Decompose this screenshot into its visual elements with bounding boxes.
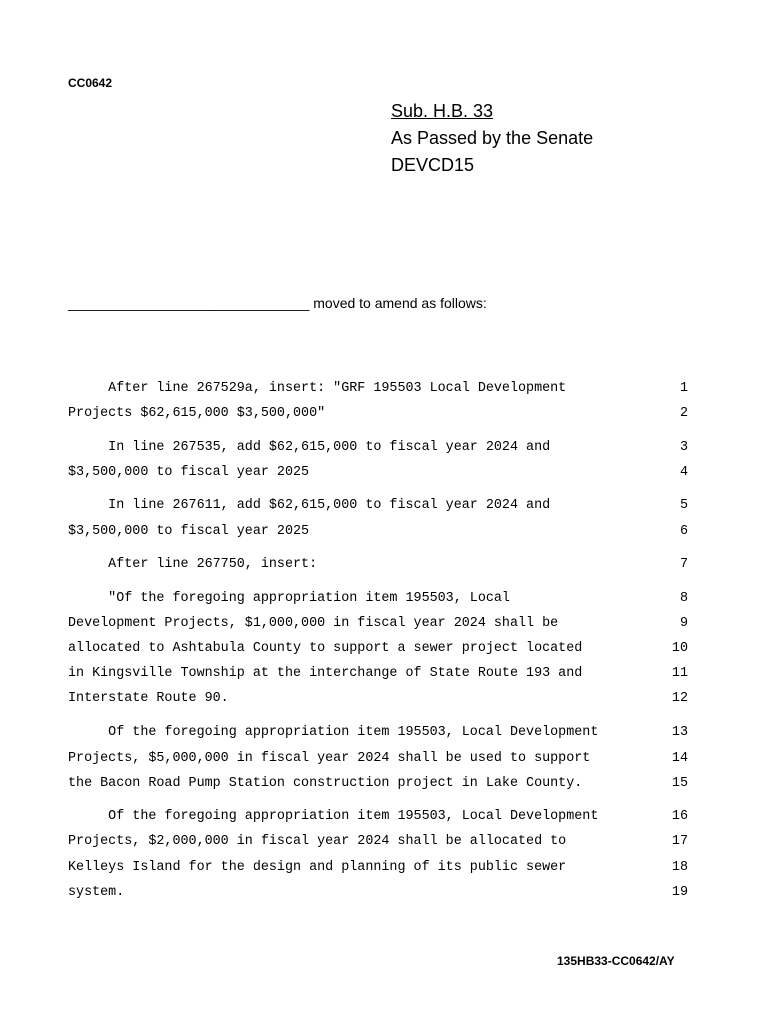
- numbered-line: [68, 860, 688, 885]
- line-number: 16: [671, 809, 688, 824]
- numbered-line: [68, 591, 688, 616]
- line-number: 1: [679, 381, 688, 396]
- line-number: 13: [671, 725, 688, 740]
- numbered-line: [68, 751, 688, 776]
- line-text: After line 267750, insert:: [68, 557, 318, 572]
- footer-code: 135HB33-CC0642/AY: [557, 954, 675, 968]
- line-text: allocated to Ashtabula County to support a sewer project located: [68, 641, 583, 656]
- numbered-line: [68, 809, 688, 834]
- line-number: 17: [671, 834, 688, 849]
- numbered-line: [68, 498, 688, 523]
- numbered-line: [68, 691, 688, 716]
- line-text: In line 267611, add $62,615,000 to fiscal year 2024 and: [68, 498, 551, 513]
- line-text: "Of the foregoing appropriation item 195503, Local: [68, 591, 510, 606]
- line-number: 9: [679, 616, 688, 631]
- numbered-line: [68, 524, 688, 549]
- line-text: Interstate Route 90.: [68, 691, 229, 706]
- numbered-line: [68, 641, 688, 666]
- numbered-line: [68, 381, 688, 406]
- line-text: system.: [68, 885, 125, 900]
- line-text: Development Projects, $1,000,000 in fiscal year 2024 shall be: [68, 616, 559, 631]
- line-text: Of the foregoing appropriation item 195503, Local Development: [68, 725, 599, 740]
- line-number: 2: [679, 406, 688, 421]
- mover-line: _______________________________ moved to amend as follows:: [68, 295, 487, 311]
- line-number: 6: [679, 524, 688, 539]
- document-code: CC0642: [68, 76, 113, 90]
- numbered-line: [68, 776, 688, 801]
- bill-header: [391, 98, 593, 179]
- numbered-line: [68, 885, 688, 910]
- line-number: 11: [671, 666, 688, 681]
- numbered-line: [68, 557, 688, 582]
- line-text: Kelleys Island for the design and planning of its public sewer: [68, 860, 567, 875]
- amendment-code: DEVCD15: [391, 155, 475, 175]
- line-number: 15: [671, 776, 688, 791]
- line-text: $3,500,000 to fiscal year 2025: [68, 524, 310, 539]
- bill-number: Sub. H.B. 33: [391, 101, 494, 121]
- numbered-line: [68, 465, 688, 490]
- numbered-line: [68, 440, 688, 465]
- line-number: 8: [679, 591, 688, 606]
- line-number: 19: [671, 885, 688, 900]
- line-text: the Bacon Road Pump Station construction project in Lake County.: [68, 776, 583, 791]
- line-text: Projects, $5,000,000 in fiscal year 2024 shall be used to support: [68, 751, 591, 766]
- numbered-line: [68, 666, 688, 691]
- line-text: Of the foregoing appropriation item 195503, Local Development: [68, 809, 599, 824]
- line-text: After line 267529a, insert: "GRF 195503 Local Development: [68, 381, 567, 396]
- numbered-line: [68, 725, 688, 750]
- line-text: $3,500,000 to fiscal year 2025: [68, 465, 310, 480]
- numbered-line: [68, 834, 688, 859]
- numbered-line: [68, 406, 688, 431]
- line-number: 3: [679, 440, 688, 455]
- line-text: Projects, $2,000,000 in fiscal year 2024 shall be allocated to: [68, 834, 567, 849]
- line-number: 14: [671, 751, 688, 766]
- numbered-line: [68, 616, 688, 641]
- line-number: 12: [671, 691, 688, 706]
- line-number: 18: [671, 860, 688, 875]
- line-number: 7: [679, 557, 688, 572]
- line-text: Projects $62,615,000 $3,500,000": [68, 406, 326, 421]
- line-text: In line 267535, add $62,615,000 to fiscal year 2024 and: [68, 440, 551, 455]
- line-number: 10: [671, 641, 688, 656]
- bill-status: As Passed by the Senate: [391, 128, 594, 148]
- line-number: 5: [679, 498, 688, 513]
- line-text: in Kingsville Township at the interchange of State Route 193 and: [68, 666, 583, 681]
- line-number: 4: [679, 465, 688, 480]
